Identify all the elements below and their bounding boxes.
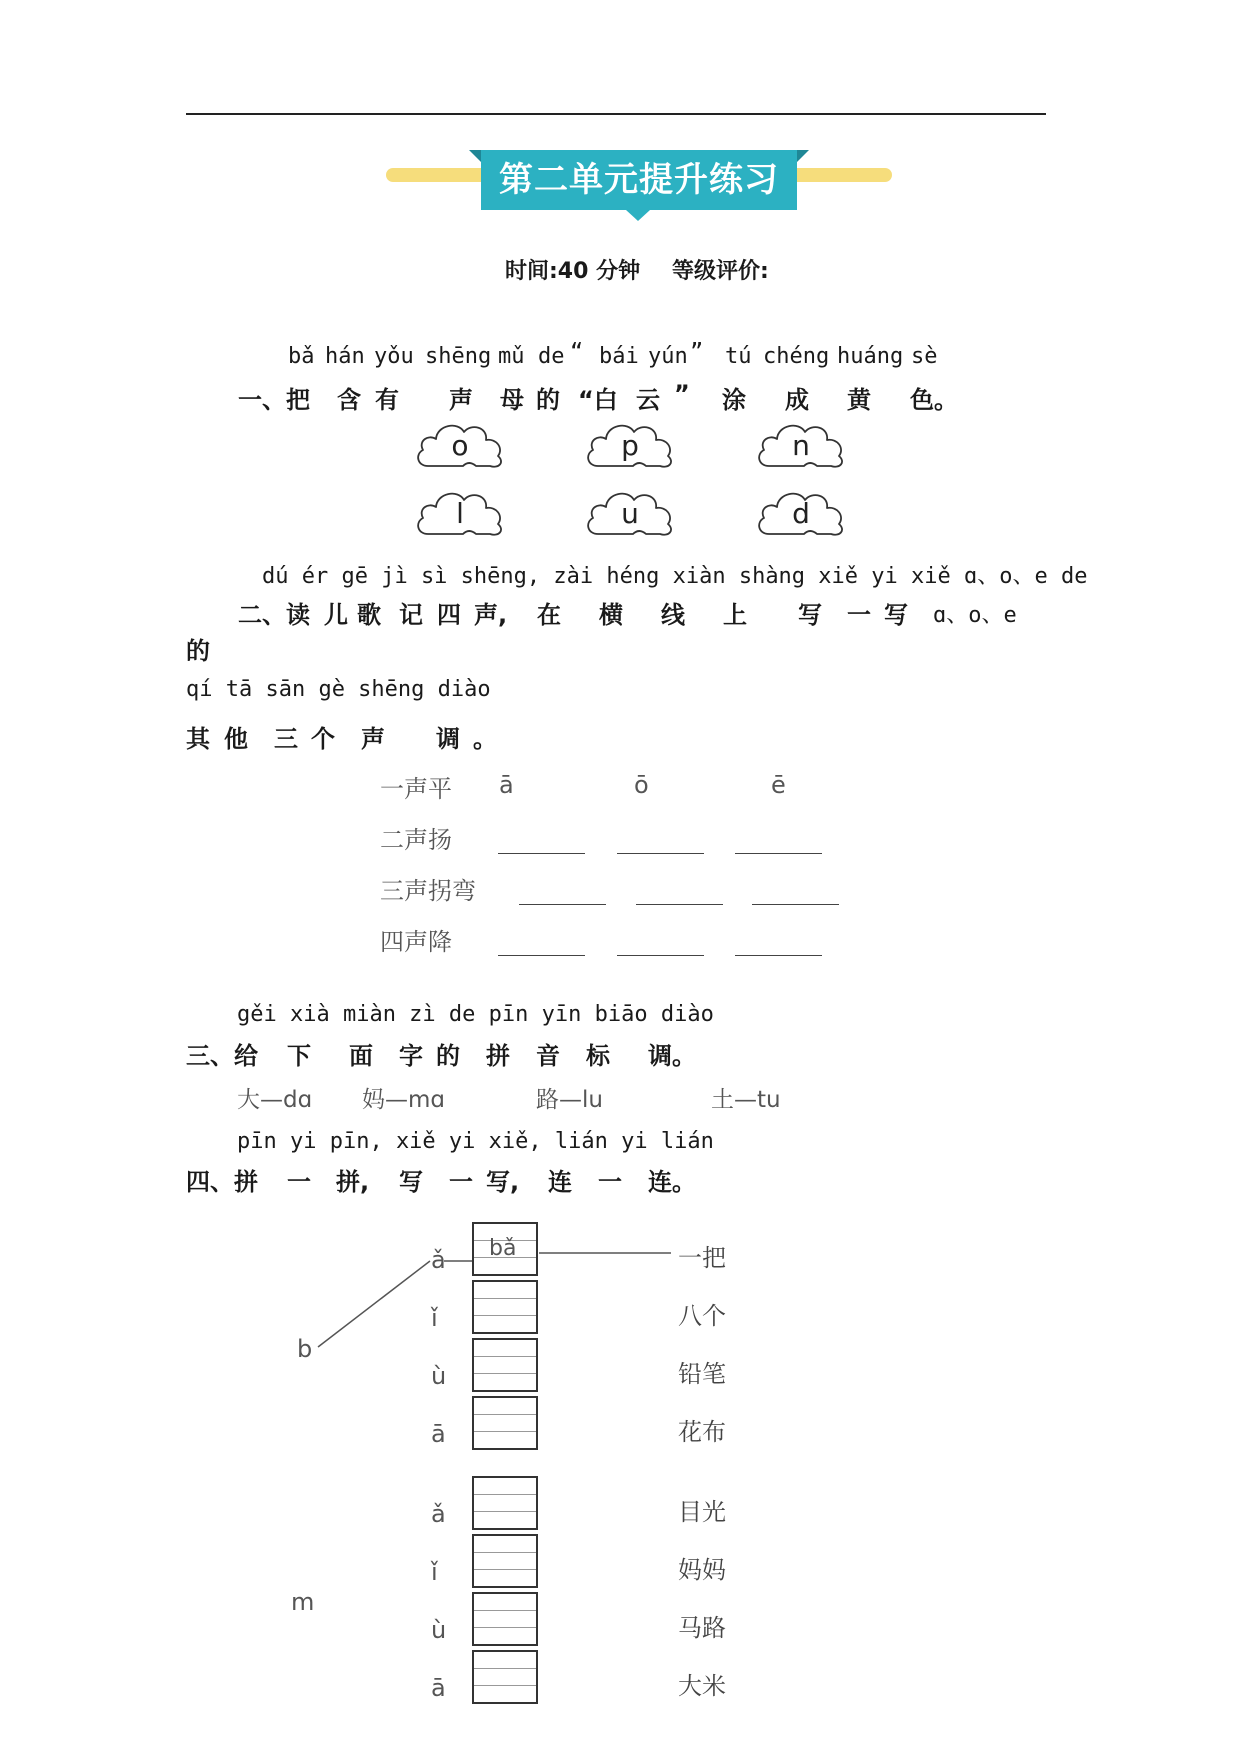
word-option[interactable]: 铅笔 xyxy=(678,1360,726,1388)
q2-hanzi: 三 xyxy=(274,725,298,753)
q2-hanzi: 写 xyxy=(884,601,908,629)
q2-hanzi: 歌 xyxy=(357,601,381,629)
q4-hanzi: 写, xyxy=(486,1168,520,1196)
q3-hanzi: 音 xyxy=(536,1042,560,1070)
cloud-letter: o xyxy=(451,429,469,462)
final-label: ǐ xyxy=(431,1558,438,1586)
q1-hanzi: 母 xyxy=(500,386,524,414)
q1-hanzi: 色。 xyxy=(910,386,958,414)
q4-hanzi: 四、拼 xyxy=(186,1168,258,1196)
q2-hanzi: 一 xyxy=(847,601,871,629)
final-label: ā xyxy=(431,1420,446,1448)
initial-m: m xyxy=(291,1588,315,1616)
pinyin-write-box[interactable] xyxy=(472,1476,538,1530)
q1-hanzi: 一、把 xyxy=(238,386,310,414)
cloud-letter: d xyxy=(792,497,810,530)
word-option[interactable]: 妈妈 xyxy=(678,1556,726,1584)
pinyin-write-box[interactable] xyxy=(472,1396,538,1450)
q2-hanzi: 在 xyxy=(537,601,561,629)
q2-hanzi: 记 xyxy=(399,601,423,629)
q4-hanzi: 连 xyxy=(548,1168,572,1196)
final-label: ā xyxy=(431,1674,446,1702)
q2-hanzi: 个 xyxy=(311,725,335,753)
initial-b: b xyxy=(297,1335,313,1363)
q3-hanzi: 拼 xyxy=(486,1042,510,1070)
q2-hanzi: 二、读 xyxy=(238,601,310,629)
q1-hanzi: 涂 xyxy=(722,386,746,414)
q1-pinyin: sè xyxy=(911,344,938,369)
q2-hanzi: 调 xyxy=(436,725,460,753)
tone-label: 一声平 xyxy=(380,775,452,803)
cloud-letter: u xyxy=(621,497,639,530)
q3-hanzi: 的 xyxy=(436,1042,460,1070)
q4-hanzi: 一 xyxy=(598,1168,622,1196)
q1-pinyin: bǎ xyxy=(288,344,315,369)
q1-pinyin: bái xyxy=(599,344,639,369)
q1-hanzi: ” xyxy=(674,380,690,408)
tone-example: ō xyxy=(634,771,649,799)
word-option[interactable]: 目光 xyxy=(678,1498,726,1526)
q2-hanzi-wrap: 的 xyxy=(186,637,210,665)
q2-hanzi: 他 xyxy=(224,725,248,753)
q3-hanzi: 标 xyxy=(586,1042,610,1070)
q4-pinyin: pīn yi pīn, xiě yi xiě, lián yi lián xyxy=(237,1129,714,1154)
q2-hanzi: 声 xyxy=(361,725,385,753)
time-label: 时间:40 分钟 xyxy=(505,259,641,284)
example-connector-b xyxy=(318,1261,430,1347)
q1-pinyin: “ xyxy=(570,340,584,365)
pinyin-write-box[interactable] xyxy=(472,1338,538,1392)
cloud-letter: p xyxy=(621,429,639,462)
q4-hanzi: 一 xyxy=(449,1168,473,1196)
q2-hanzi: 儿 xyxy=(324,601,348,629)
q1-hanzi: 的 xyxy=(536,386,560,414)
final-label: ǎ xyxy=(431,1500,446,1528)
tone-item: 路—lu xyxy=(536,1087,603,1113)
q1-pinyin: yǒu xyxy=(374,344,414,369)
word-option[interactable]: 马路 xyxy=(678,1614,726,1642)
tone-label: 三声拐弯 xyxy=(380,877,476,905)
q1-pinyin: huáng xyxy=(837,344,904,369)
q1-pinyin: chéng xyxy=(763,344,830,369)
pinyin-write-box[interactable] xyxy=(472,1650,538,1704)
q1-pinyin: de xyxy=(538,344,565,369)
example-answer: bǎ xyxy=(489,1236,517,1261)
q1-pinyin: shēng xyxy=(425,344,492,369)
pinyin-write-box[interactable] xyxy=(472,1280,538,1334)
q2-hanzi: 线 xyxy=(661,601,685,629)
tone-item: 妈—mɑ xyxy=(362,1087,446,1113)
word-option[interactable]: 大米 xyxy=(678,1672,726,1700)
q1-pinyin: mǔ xyxy=(498,344,525,369)
q3-hanzi: 调。 xyxy=(648,1042,696,1070)
q2-hanzi: ɑ、o、e xyxy=(933,603,1017,628)
q1-hanzi: 声 xyxy=(449,386,473,414)
final-label: ǐ xyxy=(431,1304,438,1332)
q1-hanzi: “白 xyxy=(578,386,618,414)
final-label: ù xyxy=(431,1616,447,1644)
q3-hanzi: 面 xyxy=(349,1042,373,1070)
q1-hanzi: 有 xyxy=(375,386,399,414)
grade-label: 等级评价: xyxy=(672,259,769,284)
cloud-letter: n xyxy=(792,429,810,462)
q2-hanzi: 其 xyxy=(186,725,210,753)
q1-hanzi: 云 xyxy=(636,386,660,414)
q4-hanzi: 连。 xyxy=(648,1168,696,1196)
tone-item: 大—dɑ xyxy=(237,1087,313,1113)
q4-hanzi: 写 xyxy=(399,1168,423,1196)
q2-pinyin: qí tā sān gè shēng diào xyxy=(186,677,491,702)
q2-hanzi: 。 xyxy=(473,725,497,753)
q1-pinyin: yún xyxy=(648,344,688,369)
q3-hanzi: 三、给 xyxy=(186,1042,258,1070)
q1-pinyin: ” xyxy=(690,340,704,365)
cloud-letter: l xyxy=(456,497,464,530)
q2-pinyin: dú ér gē jì sì shēng, zài héng xiàn shàng xiě yi xiě ɑ、o、e de xyxy=(262,564,1088,589)
q1-pinyin: hán xyxy=(325,344,365,369)
q1-pinyin: tú xyxy=(725,344,752,369)
q2-hanzi: 横 xyxy=(599,601,623,629)
word-option[interactable]: 八个 xyxy=(678,1302,726,1330)
tone-example: ē xyxy=(771,771,786,799)
final-label: ù xyxy=(431,1362,447,1390)
q1-hanzi: 黄 xyxy=(847,386,871,414)
q2-hanzi: 声, xyxy=(474,601,508,629)
q1-hanzi: 成 xyxy=(785,386,809,414)
q3-hanzi: 字 xyxy=(399,1042,423,1070)
final-label: ǎ xyxy=(431,1246,446,1274)
tone-label: 二声扬 xyxy=(380,826,452,854)
q3-pinyin: gěi xià miàn zì de pīn yīn biāo diào xyxy=(237,1002,714,1027)
q2-hanzi: 写 xyxy=(798,601,822,629)
tone-item: 土—tu xyxy=(711,1087,781,1113)
tone-example: ā xyxy=(499,771,514,799)
q1-hanzi: 含 xyxy=(337,386,361,414)
word-option[interactable]: 花布 xyxy=(678,1418,726,1446)
q3-hanzi: 下 xyxy=(287,1042,311,1070)
pinyin-write-box[interactable] xyxy=(472,1534,538,1588)
q4-hanzi: 拼, xyxy=(336,1168,370,1196)
pinyin-write-box[interactable] xyxy=(472,1592,538,1646)
q2-hanzi: 四 xyxy=(437,601,461,629)
word-option[interactable]: 一把 xyxy=(678,1244,726,1272)
q2-hanzi: 上 xyxy=(723,601,747,629)
page-title: 第二单元提升练习 xyxy=(499,160,779,200)
q4-hanzi: 一 xyxy=(287,1168,311,1196)
tone-label: 四声降 xyxy=(380,928,452,956)
